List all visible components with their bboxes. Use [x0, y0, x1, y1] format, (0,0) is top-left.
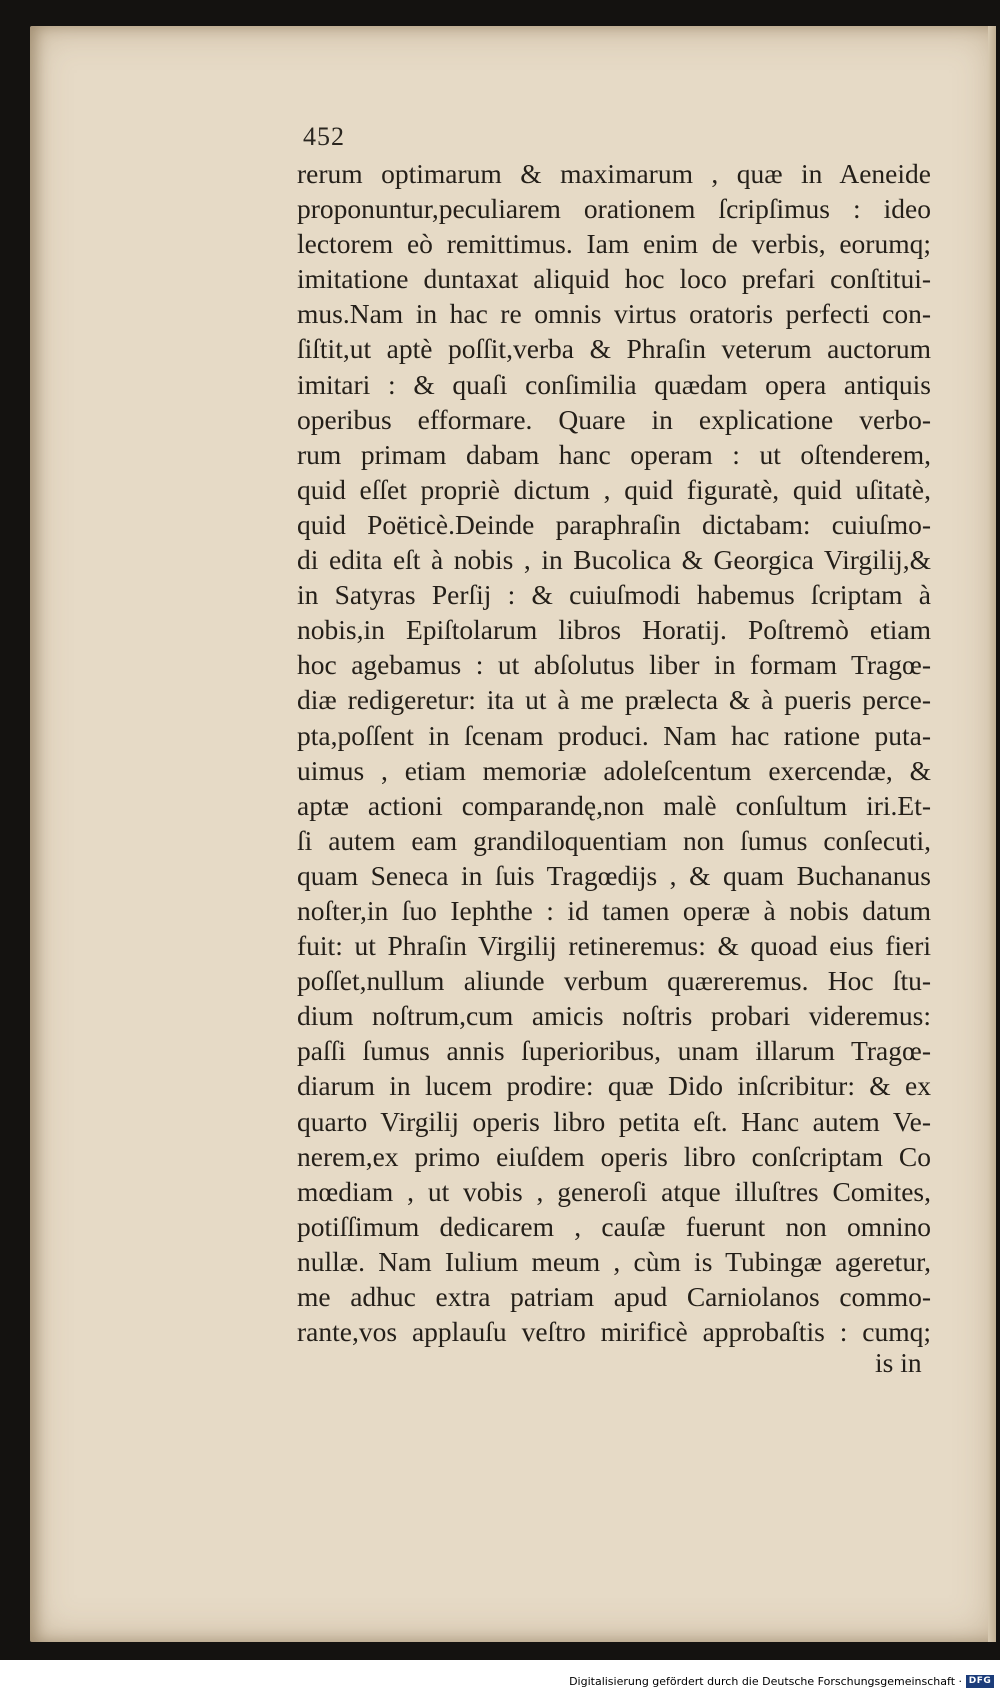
- text-line: quid eſſet propriè dictum , quid figuratè, quid uſitatè,: [297, 473, 931, 505]
- text-line: in Satyras Perſij : & cuiuſmodi habemus ſcriptam à: [297, 579, 931, 611]
- text-line: mus.Nam in hac re omnis virtus oratoris perfecti con-: [297, 298, 931, 330]
- text-line: fuit: ut Phraſin Virgilij retineremus: & quoad eius fieri: [297, 930, 931, 962]
- text-line: imitari : & quaſi conſimilia quædam opera antiquis: [297, 368, 931, 400]
- text-line: hoc agebamus : ut abſolutus liber in formam Tragœ-: [297, 649, 931, 681]
- text-line: diæ redigeretur: ita ut à me prælecta & à pueris perce-: [297, 684, 931, 716]
- text-line: lectorem eò remittimus. Iam enim de verbis, eorumq;: [297, 228, 931, 260]
- text-line: dium noſtrum,cum amicis noſtris probari videremus:: [297, 1000, 931, 1032]
- text-line: ſi autem eam grandiloquentiam non ſumus conſecuti,: [297, 824, 931, 856]
- text-line: diarum in lucem prodire: quæ Dido inſcribitur: & ex: [297, 1070, 931, 1102]
- page-number: 452: [303, 122, 345, 151]
- text-line: rante,vos applauſu veſtro mirificè approbaſtis : cumq;: [297, 1316, 931, 1348]
- text-line: operibus efformare. Quare in explicatione verbo-: [297, 403, 931, 435]
- catchword: is in: [875, 1347, 922, 1378]
- footer-credit: Digitalisierung gefördert durch die Deutsche Forschungsgemeinschaft ·: [569, 1675, 962, 1688]
- text-line: mœdiam , ut vobis , generoſi atque illuſtres Comites,: [297, 1175, 931, 1207]
- text-line: quid Poëticè.Deinde paraphraſin dictabam: cuiuſmo-: [297, 508, 931, 540]
- page-edge: [988, 26, 996, 1642]
- text-line: me adhuc extra patriam apud Carniolanos commo-: [297, 1281, 931, 1312]
- text-line: uimus , etiam memoriæ adoleſcentum exercendæ, &: [297, 754, 931, 786]
- dfg-logo-icon: DFG: [966, 1675, 994, 1688]
- footer: [0, 1672, 1000, 1693]
- text-line: paſſi ſumus annis ſuperioribus, unam illarum Tragœ-: [297, 1035, 931, 1067]
- text-line: nerem,ex primo eiuſdem operis libro conſcriptam Co: [297, 1140, 931, 1172]
- text-line: pta,poſſent in ſcenam produci. Nam hac ratione puta-: [297, 719, 931, 751]
- text-line: poſſet,nullum aliunde verbum quæreremus. Hoc ſtu-: [297, 965, 931, 997]
- text-line: nullæ. Nam Iulium meum , cùm is Tubingæ ageretur,: [297, 1245, 931, 1277]
- body-text: [297, 156, 931, 1349]
- text-line: potiſſimum dedicarem , cauſæ fuerunt non omnino: [297, 1210, 931, 1242]
- text-line: proponuntur,peculiarem orationem ſcripſimus : ideo: [297, 193, 931, 225]
- text-line: di edita eſt à nobis , in Bucolica & Georgica Virgilij,&: [297, 544, 931, 576]
- text-line: quam Seneca in ſuis Tragœdijs , & quam Buchananus: [297, 859, 931, 891]
- text-line: rerum optimarum & maximarum , quæ in Aeneide: [297, 158, 931, 189]
- text-line: quarto Virgilij operis libro petita eſt. Hanc autem Ve-: [297, 1105, 931, 1137]
- text-line: nobis,in Epiſtolarum libros Horatij. Poſtremò etiam: [297, 614, 931, 646]
- text-line: ſiſtit,ut aptè poſſit,verba & Phraſin veterum auctorum: [297, 333, 931, 365]
- text-line: noſter,in ſuo Iephthe : id tamen operæ à nobis datum: [297, 894, 931, 926]
- text-line: imitatione duntaxat aliquid hoc loco prefari conſtitui-: [297, 263, 931, 295]
- text-line: aptæ actioni comparandę,non malè conſultum iri.Et-: [297, 789, 931, 821]
- text-line: rum primam dabam hanc operam : ut oſtenderem,: [297, 438, 931, 470]
